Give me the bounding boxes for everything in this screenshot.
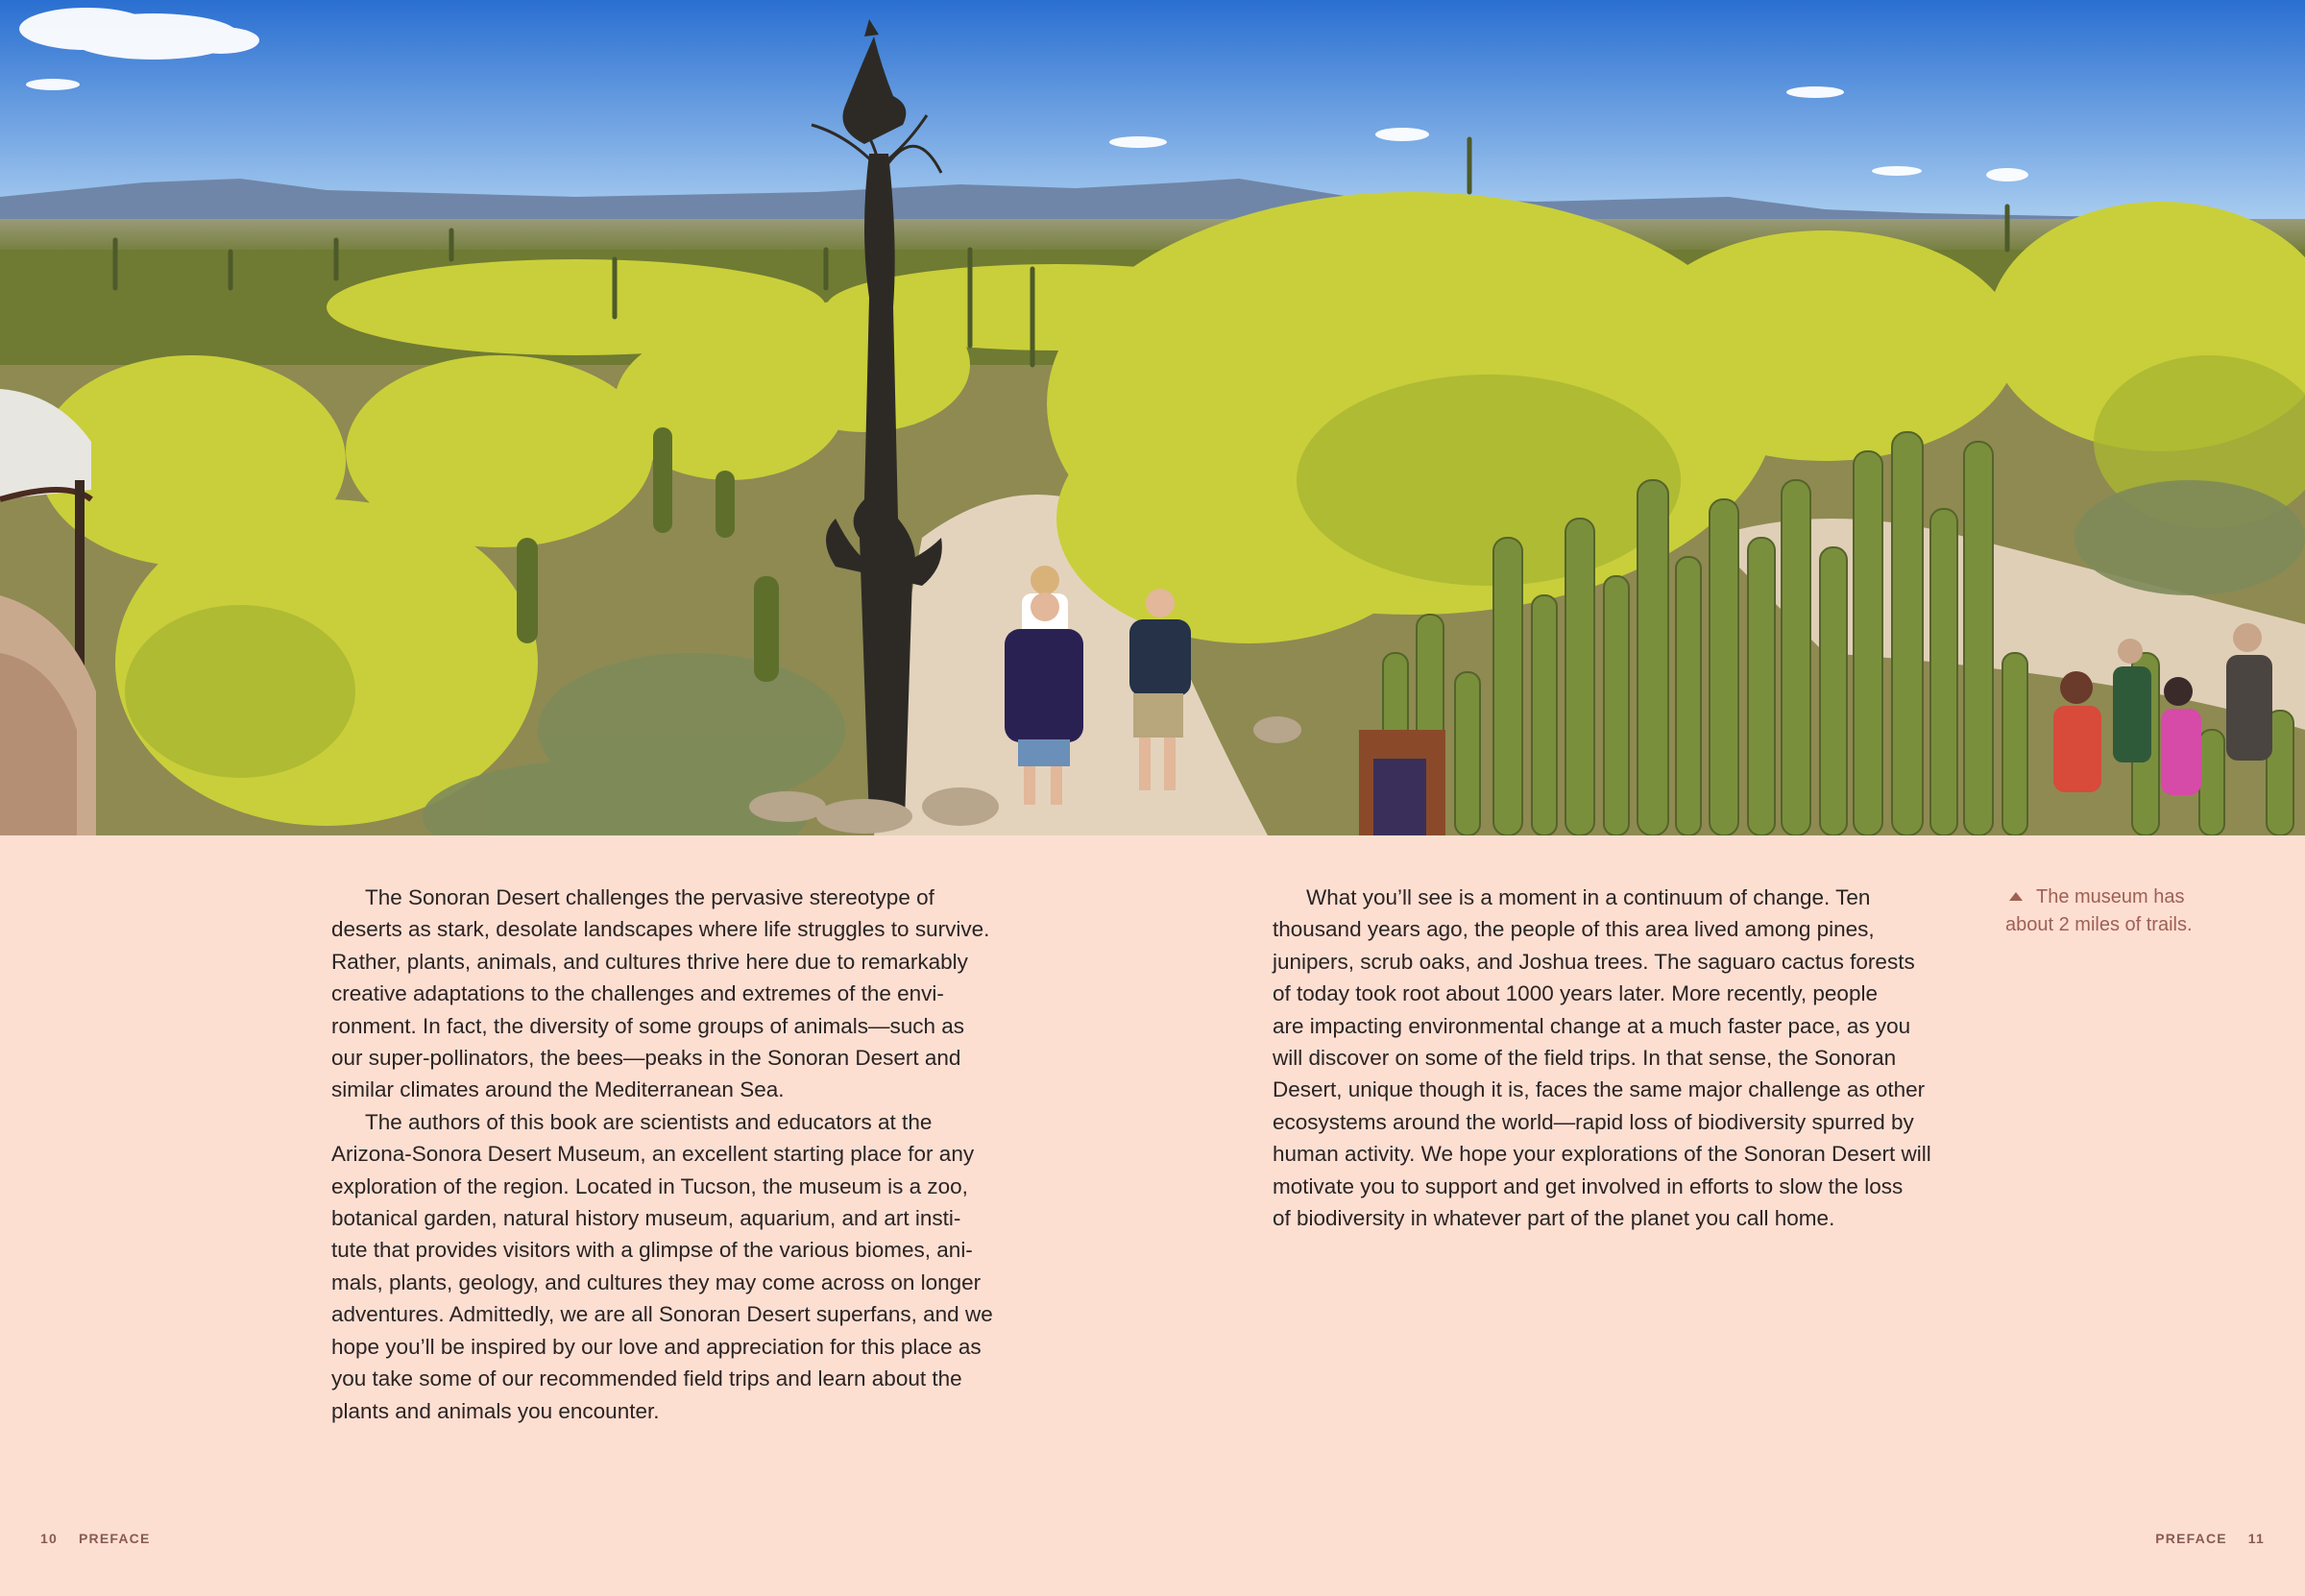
paragraph: What you’ll see is a moment in a continuum of change. Ten thousand years ago, the people of this area lived among pines, junipers, scrub oaks, and Joshua trees. The saguaro cactus forests of today took root about 1000 years later. More recently, people are impacting environmental change at a much faster pace, as you will discover on some of the field trips. In that sense, the Sonoran Desert, unique though it is, faces the same major challenge as other ecosystems around the world—rapid loss of biodiversity spurred by human activity. We hope your explorations of the Sonoran Desert will motivate you to support and get involved in efforts to slow the loss of biodiversity in whatever part of the planet you call home. xyxy=(1273,885,1931,1231)
paragraph: The authors of this book are scientists and educators at the Arizona-Sonora Desert Museum, an excellent starting place for any exploration of the region. Located in Tucson, the museum is a zoo, botanical garden, natural history museum, aquarium, and art insti- tute that provides visitors with a glimpse of the various biomes, ani- mals, plants, geology, and cultures they may come across on longer adventures. Admittedly, we are all Sonoran Desert superfans, and we hope you’ll be inspired by our love and appreciation for this place as you take some of our recommended field trips and learn about the plants and animals you encounter. xyxy=(331,1109,993,1423)
paragraph: The Sonoran Desert challenges the pervasive stereotype of deserts as stark, desolate landscapes where life struggles to survive. Rather, plants, animals, and cultures thrive here due to remarkably creative adaptations to the challenges and extremes of the envi- ronment. In fact, the diversity of some groups of animals—such as our super-pollinators, the bees—peaks in the Sonoran Desert and similar climates around the Mediterranean Sea. xyxy=(331,885,990,1102)
caption-text: The museum has about 2 miles of trails. xyxy=(2005,886,2193,935)
footer-left xyxy=(19,1531,151,1546)
triangle-up-icon xyxy=(2009,892,2023,901)
running-head-right: PREFACE xyxy=(2155,1531,2227,1546)
body-column-right xyxy=(1273,882,1978,1234)
running-head-left: PREFACE xyxy=(78,1531,151,1546)
photo-caption xyxy=(2005,883,2236,939)
page-number-left: 10 xyxy=(40,1531,58,1546)
footer-right xyxy=(2155,1531,2286,1546)
page-number-right: 11 xyxy=(2247,1531,2265,1546)
body-column-left xyxy=(331,882,1032,1427)
